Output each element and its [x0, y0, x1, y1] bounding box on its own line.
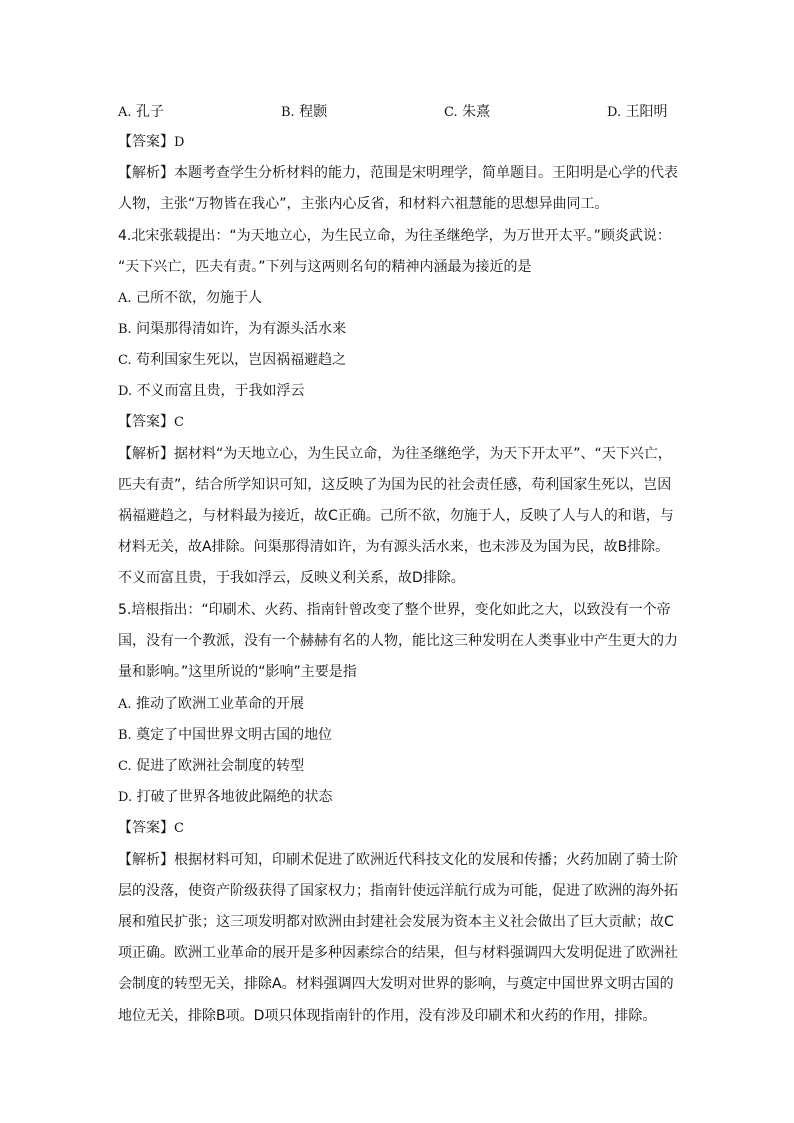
- q3-option-b: [281, 102, 327, 123]
- q5-stem-line-3: 量和影响。”这里所说的“影响”主要是指: [118, 664, 357, 680]
- q3-option-c: [444, 102, 490, 123]
- q3-analysis-line-1: 【解析】本题考查学生分析材料的能力，范围是宋明理学，简单题目。王阳明是心学的代表: [118, 165, 678, 181]
- q5-answer: [118, 818, 184, 839]
- option-letter: D.: [607, 105, 622, 120]
- option-letter: A.: [118, 291, 132, 306]
- q4-analysis-line-3: 祸福避趋之，与材料最为接近，故C正确。己所不欲，勿施于人，反映了人与人的和谐，与: [118, 508, 674, 524]
- option-text: 王阳明: [625, 104, 668, 120]
- option-letter: C.: [118, 353, 132, 368]
- answer-value: D: [174, 135, 185, 150]
- q5-stem-line-1: 5.培根指出：“印刷术、火药、指南针曾改变了整个世界，变化如此之大，以致没有一个帝: [118, 602, 671, 618]
- q4-analysis-line-4: 材料无关，故A排除。问渠那得清如许，为有源头活水来，也未涉及为国为民，故B排除。: [118, 539, 670, 555]
- q3-answer: [118, 132, 184, 153]
- q5-analysis-line-4: 项正确。欧洲工业革命的展开是多种因素综合的结果，但与材料强调四大发明促进了欧洲社: [118, 945, 678, 961]
- option-letter: A.: [118, 697, 132, 712]
- option-letter: C.: [118, 759, 132, 774]
- answer-label: 【答案】: [118, 414, 174, 430]
- q5-option-a: [118, 694, 304, 715]
- q4-analysis-line-1: 【解析】据材料“为天地立心，为生民立命，为往圣继绝学，为天下开太平”、“天下兴亡，: [118, 446, 672, 462]
- option-letter: B.: [118, 728, 132, 743]
- option-letter: B.: [281, 105, 295, 120]
- q5-analysis-line-2: 层的没落，使资产阶级获得了国家权力；指南针使远洋航行成为可能，促进了欧洲的海外拓: [118, 883, 678, 899]
- option-text: 朱熹: [462, 104, 491, 120]
- q4-option-d: [118, 381, 305, 402]
- option-text: 己所不欲，勿施于人: [135, 290, 262, 306]
- q3-option-d: [607, 102, 668, 123]
- q3-option-a: [118, 102, 164, 123]
- q5-stem-line-2: 国，没有一个教派，没有一个赫赫有名的人物，能比这三种发明在人类事业中产生更大的力: [118, 633, 678, 649]
- q4-stem-line-1: 4.北宋张载提出：“为天地立心，为生民立命，为往圣继绝学，为万世开太平。”顾炎武说：: [118, 228, 671, 244]
- answer-value: C: [174, 415, 184, 430]
- q5-option-c: [118, 756, 304, 777]
- option-letter: C.: [444, 105, 458, 120]
- q4-answer: [118, 412, 184, 433]
- q5-option-d: [118, 787, 333, 808]
- option-text: 孔子: [135, 104, 164, 120]
- option-letter: B.: [118, 322, 132, 337]
- option-text: 程颢: [299, 104, 328, 120]
- option-text: 不义而富且贵，于我如浮云: [136, 383, 305, 399]
- option-text: 奠定了中国世界文明古国的地位: [136, 727, 333, 743]
- option-text: 苟利国家生死以，岂因祸福避趋之: [136, 352, 347, 368]
- q4-analysis-line-5: 不义而富且贵，于我如浮云，反映义利关系，故D排除。: [118, 570, 465, 586]
- q4-option-c: [118, 350, 346, 371]
- option-text: 打破了世界各地彼此隔绝的状态: [136, 789, 333, 805]
- q4-analysis-line-2: 匹夫有责”，结合所学知识可知，这反映了为国为民的社会责任感，苟利国家生死以，岂因: [118, 477, 672, 493]
- answer-value: C: [174, 821, 184, 836]
- q5-analysis-line-1: 【解析】根据材料可知，印刷术促进了欧洲近代科技文化的发展和传播；火药加剧了骑士阶: [118, 852, 678, 868]
- option-letter: A.: [118, 105, 132, 120]
- answer-label: 【答案】: [118, 820, 174, 836]
- option-text: 促进了欧洲社会制度的转型: [136, 758, 305, 774]
- q4-option-a: [118, 288, 262, 309]
- q5-option-b: [118, 725, 332, 746]
- answer-label: 【答案】: [118, 134, 174, 150]
- option-letter: D.: [118, 790, 133, 805]
- q5-analysis-line-3: 展和殖民扩张；这三项发明都对欧洲由封建社会发展为资本主义社会做出了巨大贡献；故C: [118, 914, 674, 930]
- option-text: 推动了欧洲工业革命的开展: [135, 696, 304, 712]
- q5-analysis-line-6: 地位无关，排除B项。D项只体现指南针的作用，没有涉及印刷术和火药的作用，排除。: [118, 1008, 657, 1024]
- q4-stem-line-2: “天下兴亡，匹夫有责。”下列与这两则名句的精神内涵最为接近的是: [118, 259, 532, 275]
- option-letter: D.: [118, 384, 133, 399]
- q4-option-b: [118, 319, 346, 340]
- q5-analysis-line-5: 会制度的转型无关，排除A。材料强调四大发明对世界的影响，与奠定中国世界文明古国的: [118, 976, 674, 992]
- q3-analysis-line-2: 人物，主张“万物皆在我心”，主张内心反省，和材料六祖慧能的思想异曲同工。: [118, 196, 609, 212]
- option-text: 问渠那得清如许，为有源头活水来: [136, 321, 347, 337]
